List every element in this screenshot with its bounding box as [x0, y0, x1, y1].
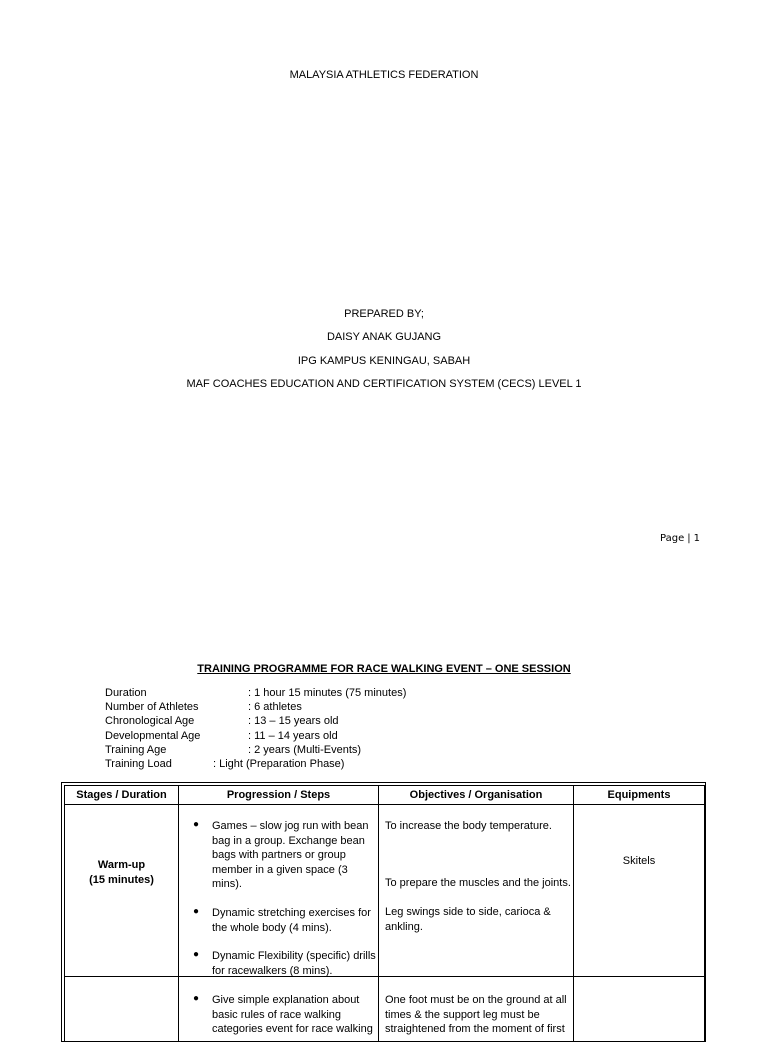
objective-line: ankling.	[385, 920, 423, 933]
objective-line: times & the support leg must be	[385, 1008, 540, 1021]
step-line: Games – slow jog run with bean	[212, 820, 369, 832]
objective-line: Leg swings side to side, carioca &	[385, 906, 551, 918]
detail-label: Training Age	[105, 743, 167, 756]
bullet-icon: ●	[193, 949, 200, 960]
equipment-text: Skitels	[622, 855, 656, 867]
page-number	[660, 533, 700, 544]
page-number-value: 1	[693, 533, 700, 544]
page-label: Page	[660, 533, 685, 544]
column-divider	[573, 786, 574, 1042]
stage-name: Warm-up	[97, 859, 146, 871]
detail-value: : Light (Preparation Phase)	[213, 757, 345, 770]
bullet-icon: ●	[193, 906, 200, 917]
training-table-grid	[64, 785, 705, 1042]
detail-value: : 1 hour 15 minutes (75 minutes)	[248, 687, 407, 699]
step-line: bag in a group. Exchange bean	[212, 834, 365, 847]
organisation-title: MALAYSIA ATHLETICS FEDERATION	[289, 69, 479, 81]
objective-line: To prepare the muscles and the joints.	[385, 877, 571, 889]
header-divider	[65, 804, 704, 805]
detail-value: : 11 – 14 years old	[248, 729, 338, 742]
header-equipments: Equipments	[607, 789, 671, 801]
detail-label: Developmental Age	[105, 729, 201, 742]
step-text	[212, 906, 371, 935]
header-progression: Progression / Steps	[226, 789, 331, 801]
training-table	[61, 782, 706, 1042]
step-line: basic rules of race walking	[212, 1008, 342, 1021]
detail-value: : 13 – 15 years old	[248, 715, 339, 728]
detail-label: Chronological Age	[105, 715, 195, 728]
objective-line: To increase the body temperature.	[385, 820, 552, 832]
detail-label: Number of Athletes	[105, 701, 199, 714]
step-text	[212, 993, 373, 1037]
bullet-icon: ●	[193, 993, 200, 1004]
step-text	[212, 949, 376, 978]
step-line: bags with partners or group	[212, 849, 346, 861]
header-objectives: Objectives / Organisation	[409, 789, 543, 801]
objective-line: One foot must be on the ground at all	[385, 994, 567, 1006]
institution-name: IPG KAMPUS KENINGAU, SABAH	[297, 355, 471, 367]
objective-text	[385, 905, 551, 934]
page-separator: |	[687, 533, 691, 544]
step-line: Dynamic Flexibility (specific) drills	[212, 950, 376, 962]
objective-text	[385, 876, 571, 891]
programme-title: TRAINING PROGRAMME FOR RACE WALKING EVENT – ONE SESSION	[197, 663, 571, 675]
prepared-by-label: PREPARED BY;	[344, 308, 424, 320]
detail-value: : 2 years (Multi-Events)	[248, 743, 362, 756]
step-line: Dynamic stretching exercises for	[212, 907, 371, 919]
step-line: categories event for race walking	[212, 1023, 373, 1035]
stage-cell	[65, 858, 178, 887]
row-divider	[65, 976, 704, 977]
step-text	[212, 819, 369, 892]
header-stages: Stages / Duration	[76, 789, 167, 801]
detail-label: Training Load	[105, 757, 172, 770]
column-divider	[178, 786, 179, 1042]
detail-value: : 6 athletes	[248, 701, 302, 714]
step-line: Give simple explanation about	[212, 994, 360, 1006]
author-name: DAISY ANAK GUJANG	[326, 331, 442, 343]
objective-line: straightened from the moment of first	[385, 1023, 565, 1035]
objective-text	[385, 993, 567, 1037]
step-line: for racewalkers (8 mins).	[212, 964, 333, 977]
bullet-icon: ●	[193, 819, 200, 830]
detail-label: Duration	[105, 687, 147, 699]
objective-text	[385, 819, 552, 834]
course-name: MAF COACHES EDUCATION AND CERTIFICATION SYSTEM (CECS) LEVEL 1	[186, 378, 582, 390]
step-line: the whole body (4 mins).	[212, 921, 332, 934]
stage-duration: (15 minutes)	[89, 873, 154, 886]
column-divider	[378, 786, 379, 1042]
step-line: member in a given space (3	[212, 863, 348, 876]
step-line: mins).	[212, 878, 242, 890]
